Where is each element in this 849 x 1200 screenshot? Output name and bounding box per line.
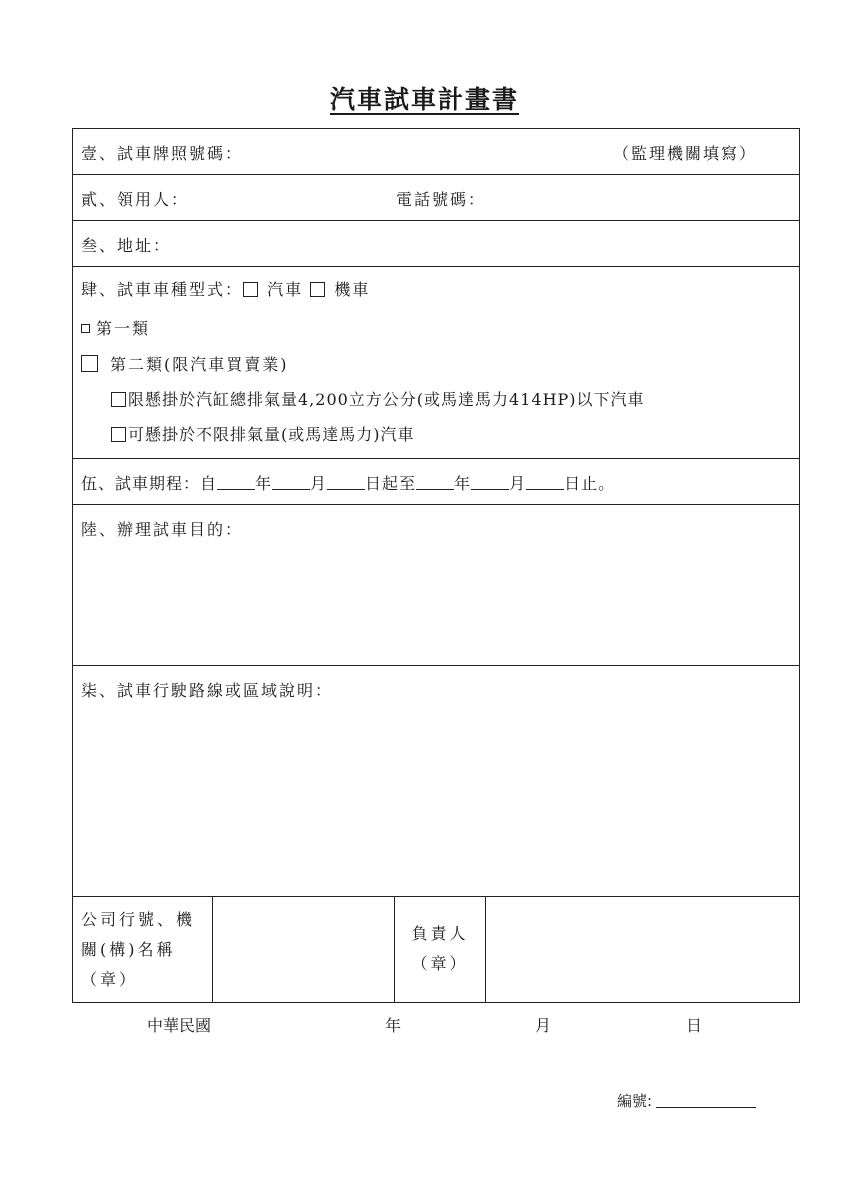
period-label: 伍、試車期程：自 bbox=[81, 474, 218, 493]
row-address bbox=[73, 221, 799, 267]
responsible-label-cell bbox=[395, 897, 486, 1002]
row-plate bbox=[73, 129, 799, 175]
period-unit: 日起至 bbox=[365, 474, 417, 493]
class1-checkbox[interactable] bbox=[81, 324, 90, 333]
sub-option-2-checkbox[interactable] bbox=[111, 427, 126, 442]
date-year: 年 bbox=[385, 1016, 402, 1035]
address-label: 叁、地址： bbox=[81, 236, 172, 255]
class1-line bbox=[81, 316, 150, 339]
period-unit: 月 bbox=[310, 474, 328, 493]
date-month: 月 bbox=[535, 1016, 552, 1035]
serial-blank[interactable] bbox=[656, 1093, 756, 1108]
company-label-cell bbox=[73, 897, 213, 1002]
date-era: 中華民國 bbox=[147, 1016, 212, 1035]
row-route[interactable] bbox=[73, 666, 799, 897]
company-stamp-cell[interactable] bbox=[213, 897, 395, 1002]
phone-label: 電話號碼： bbox=[396, 190, 487, 209]
responsible-stamp-cell[interactable] bbox=[486, 897, 799, 1002]
period-line bbox=[81, 471, 615, 494]
class2-label: 第二類(限汽車買賣業) bbox=[110, 355, 289, 374]
recipient-label: 貳、領用人： bbox=[81, 190, 190, 209]
sub-option-1-checkbox[interactable] bbox=[111, 392, 126, 407]
end-day-blank[interactable] bbox=[526, 475, 564, 490]
end-month-blank[interactable] bbox=[471, 475, 509, 490]
row-recipient bbox=[73, 175, 799, 221]
motorcycle-checkbox[interactable] bbox=[310, 282, 325, 297]
start-day-blank[interactable] bbox=[327, 475, 365, 490]
motorcycle-option-label: 機車 bbox=[334, 280, 371, 299]
purpose-label: 陸、辦理試車目的： bbox=[81, 520, 244, 539]
form-title-text: 汽車試車計畫書 bbox=[329, 85, 519, 114]
row-vehicle-type bbox=[73, 267, 799, 459]
vehicle-type-line bbox=[81, 277, 370, 300]
sub-option-2-line bbox=[111, 422, 415, 445]
class1-label: 第一類 bbox=[96, 319, 151, 338]
class2-checkbox[interactable] bbox=[81, 355, 98, 372]
row-signature bbox=[73, 897, 799, 1002]
date-day: 日 bbox=[686, 1016, 703, 1035]
serial-label: 編號: bbox=[617, 1092, 653, 1110]
start-year-blank[interactable] bbox=[217, 475, 255, 490]
start-month-blank[interactable] bbox=[272, 475, 310, 490]
row-period bbox=[73, 459, 799, 505]
period-unit: 月 bbox=[509, 474, 527, 493]
company-label: 公司行號、機關(構)名稱（章） bbox=[81, 910, 196, 989]
class2-line bbox=[81, 352, 289, 375]
end-year-blank[interactable] bbox=[416, 475, 454, 490]
row-purpose[interactable] bbox=[73, 505, 799, 666]
car-option-label: 汽車 bbox=[267, 280, 304, 299]
period-unit: 日止。 bbox=[564, 474, 616, 493]
responsible-label: 負責人（章） bbox=[411, 924, 469, 973]
vehicle-type-label: 肆、試車車種型式： bbox=[81, 280, 244, 299]
period-unit: 年 bbox=[454, 474, 472, 493]
plate-note: （監理機關填寫） bbox=[613, 144, 758, 163]
sub-option-1-label: 限懸掛於汽缸總排氣量4,200立方公分(或馬達馬力414HP)以下汽車 bbox=[128, 390, 645, 409]
trial-plan-form bbox=[72, 128, 800, 1003]
car-checkbox[interactable] bbox=[243, 282, 258, 297]
serial-number bbox=[617, 1090, 756, 1111]
sub-option-2-label: 可懸掛於不限排氣量(或馬達馬力)汽車 bbox=[128, 425, 415, 444]
sub-option-1-line bbox=[111, 387, 645, 410]
plate-label: 壹、試車牌照號碼： bbox=[81, 144, 244, 163]
route-label: 柒、試車行駛路線或區域說明： bbox=[81, 681, 334, 700]
form-title bbox=[0, 80, 849, 116]
period-unit: 年 bbox=[255, 474, 273, 493]
